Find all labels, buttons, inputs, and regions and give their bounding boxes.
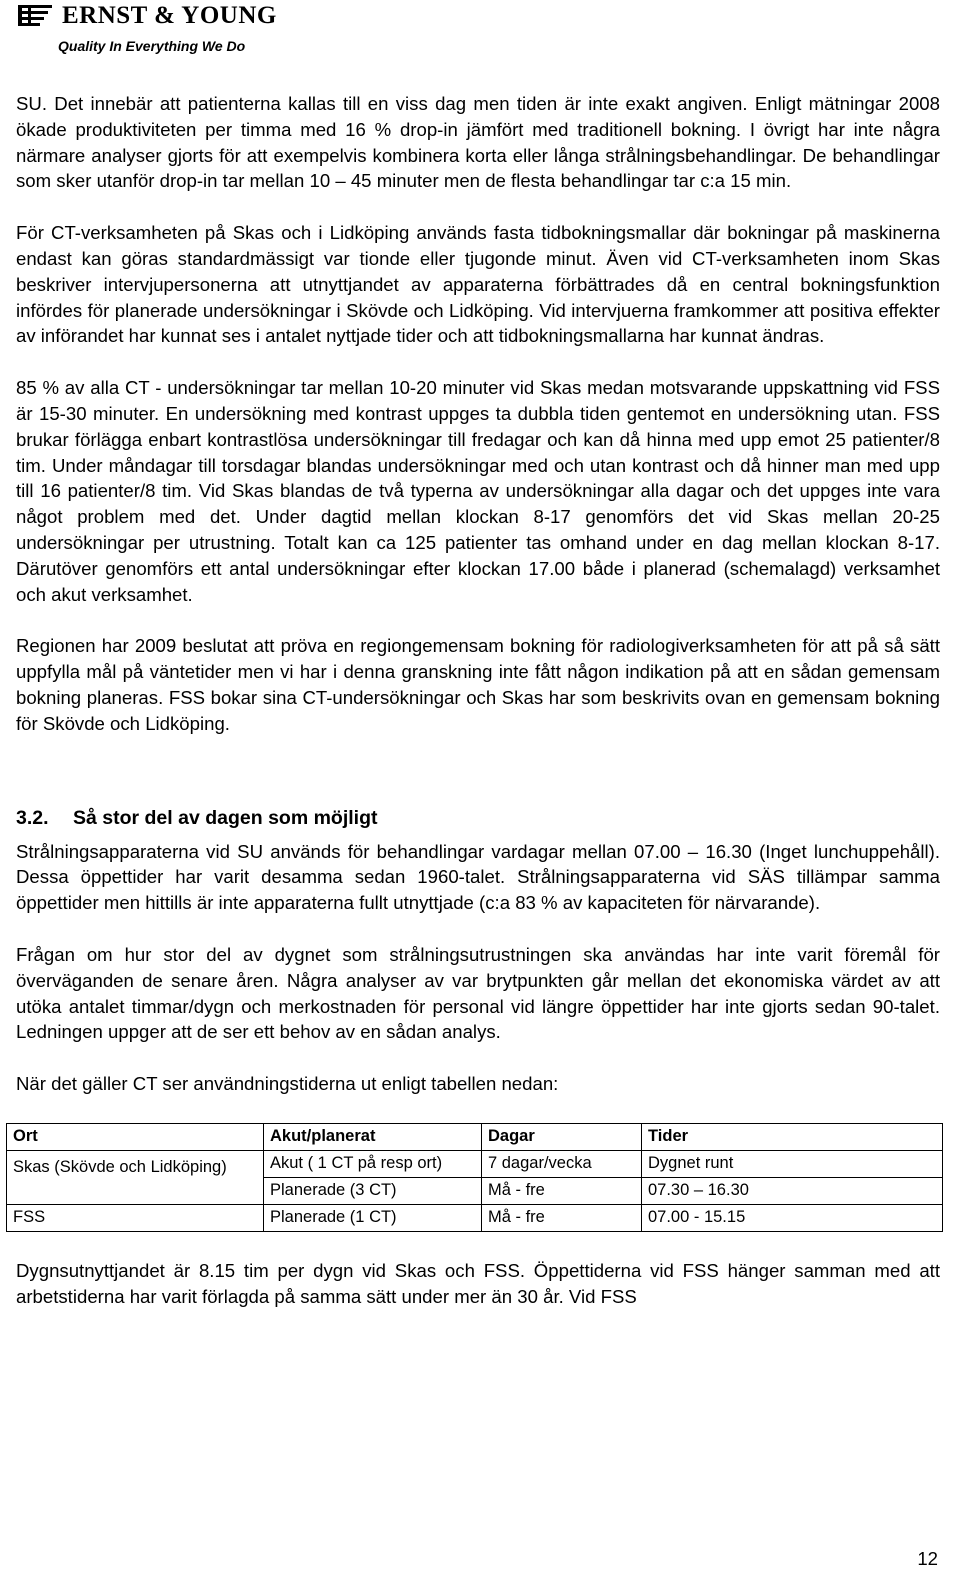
company-tagline: Quality In Everything We Do — [58, 38, 246, 54]
table-cell: Akut ( 1 CT på resp ort) — [264, 1150, 482, 1177]
company-name: ERNST & YOUNG — [62, 2, 277, 29]
table-cell: 7 dagar/vecka — [482, 1150, 642, 1177]
table-header: Dagar — [482, 1123, 642, 1150]
paragraph-4: Regionen har 2009 beslutat att pröva en regiongemensam bokning för radiologiverksamheten för att på så sätt uppfylla mål på väntetider men vi har i denna granskning inte fått någon indikation på att en sådan gemensam bokning planeras. FSS bokar sina CT-undersökningar och Skas har som beskrivits ovan en gemensam bokning för Skövde och Lidköping. — [16, 635, 940, 734]
paragraph-7: När det gäller CT ser användningstiderna ut enligt tabellen nedan: — [16, 1073, 559, 1095]
table-cell: Planerade (1 CT) — [264, 1204, 482, 1231]
table-header: Akut/planerat — [264, 1123, 482, 1150]
section-title: Så stor del av dagen som möjligt — [73, 806, 378, 829]
ct-usage-table — [6, 1123, 943, 1232]
paragraph-6: Frågan om hur stor del av dygnet som strålningsutrustningen ska användas har inte varit föremål för överväganden de senare åren. Några analyser av var brytpunkten går mellan det ekonomiska värdet av att utöka antalet timmar/dygn och merkostnaden för personal vid längre öppettider har inte gjorts sedan 90-talet. Ledningen uppger att de ser ett behov av en sådan analys. — [16, 943, 940, 1043]
paragraph-1: SU. Det innebär att patienterna kallas till en viss dag men tiden är inte exakt angiven. Enligt mätningar 2008 ökade produktiviteten per timma med 16 % drop-in jämfört med traditionell bokning. I övrigt har inte några närmare analyser gjorts för att exempelvis kombinera korta eller långa strålningsbehandlingar. De behandlingar som sker utanför drop-in tar mellan 10 – 45 minuter men de flesta behandlingar tar c:a 15 min. — [16, 93, 940, 192]
table-cell: Må - fre — [482, 1177, 642, 1204]
section-number: 3.2. — [16, 806, 49, 829]
paragraph-3: 85 % av alla CT - undersökningar tar mellan 10-20 minuter vid Skas medan motsvarande uppskattning vid FSS är 15-30 minuter. En undersökning med kontrast uppges ta dubbla tiden gentemot en undersökning utan. FSS brukar förlägga enbart kontrastlösa undersökningar till fredagar och kan då hinna med upp emot 25 patienter/8 tim. Under måndagar till torsdagar blandas undersökningar med och utan kontrast och då hinner man med upp till 16 patienter/8 tim. Vid Skas blandas de två typerna av undersökningar alla dagar och det uppges inte vara något problem med det. Under dagtid mellan klockan 8-17 genomförs det vid Skas mellan 20-25 undersökningar per utrustning. Totalt kan ca 125 patienter tas omhand under en dag mellan klockan 8-17. Därutöver genomförs ett antal undersökningar efter klockan 17.00 både i planerad (schemalagd) verksamhet och akut verksamhet. — [16, 377, 940, 605]
ey-logo-icon — [18, 5, 56, 27]
section-heading — [16, 805, 940, 831]
page-number: 12 — [917, 1548, 938, 1569]
table-cell: FSS — [7, 1204, 264, 1231]
table-cell: 07.30 – 16.30 — [642, 1177, 943, 1204]
paragraph-closing: Dygnsutnyttjandet är 8.15 tim per dygn vid Skas och FSS. Öppettiderna vid FSS hänger samman med att arbetstiderna har varit förlagda på samma sätt under mer än 30 år. Vid FSS — [16, 1259, 940, 1307]
table-cell: Planerade (3 CT) — [264, 1177, 482, 1204]
paragraph-2: För CT-verksamheten på Skas och i Lidköping används fasta tidbokningsmallar där bokningar på maskinerna endast kan göras standardmässigt var tionde eller tjugonde minut. Även vid CT-verksamheten inom Skas beskriver intervjupersonerna att utnyttjandet av apparaterna förbättrades då en central bokningsfunktion infördes för planerade undersökningar i Skövde och Lidköping. Vid intervjuerna framkommer att positiva effekter av införandet har kunnat ses i antalet nyttjade tider och att tidbokningsmallarna har kunnat ändras. — [16, 222, 940, 347]
paragraph-5: Strålningsapparaterna vid SU används för behandlingar vardagar mellan 07.00 – 16.30 (Inget lunchuppehåll). Dessa öppettider har varit desamma sedan 1960-talet. Strålningsapparaterna vid SÄS tillämpar samma öppettider men hittills är inte apparaterna fullt utnyttjade (c:a 83 % av kapaciteten för närvarande). — [16, 840, 940, 914]
table-cell: Dygnet runt — [642, 1150, 943, 1177]
table-row — [7, 1150, 943, 1177]
table-cell: Skas (Skövde och Lidköping) — [7, 1150, 264, 1204]
table-cell: 07.00 - 15.15 — [642, 1204, 943, 1231]
table-cell: Må - fre — [482, 1204, 642, 1231]
table-header-row — [7, 1123, 943, 1150]
table-row — [7, 1204, 943, 1231]
document-body — [13, 91, 940, 1310]
table-header: Ort — [7, 1123, 264, 1150]
table-header: Tider — [642, 1123, 943, 1150]
company-logo — [16, 2, 276, 54]
